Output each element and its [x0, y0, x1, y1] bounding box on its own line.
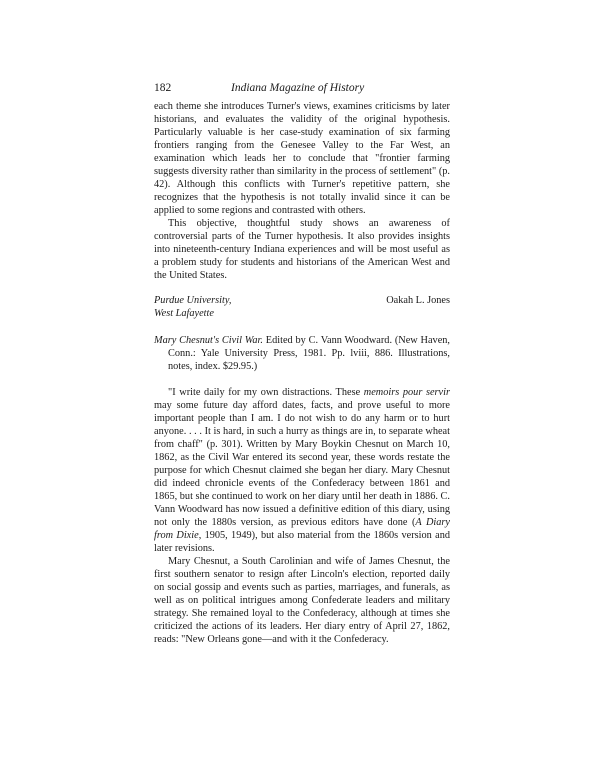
review-two-paragraph-2: Mary Chesnut, a South Carolinian and wife of James Chesnut, the first southern senator to resign after Lincoln's election, reported daily on social gossip and events such as parties, marriages, and funerals, as well as on political intrigues among Confederate leaders and military strategy. She remained loyal to the Confederacy, although at times she criticized the actions of its leaders. Her diary entry of April 27, 1862, reads: "New Orleans gone—and with it the Confederacy.	[154, 556, 450, 645]
review-one-paragraph-1: each theme she introduces Turner's views, examines criticisms by later historians, and evaluates the validity of the original hypothesis. Particularly valuable is her case-study examination of six farming frontiers ranging from the Genesee Valley to the Far West, an examination which leads her to conclude that "frontier farming suggests diversity rather than similarity in the process of settlement" (p. 42). Although this conflicts with Turner's repetitive pattern, she recognizes that the hypothesis is not totally invalid since it can be applied to some regions and contrasted with others.	[154, 101, 450, 216]
review-two-body	[154, 386, 450, 646]
quote-text-a: "I write daily for my own distractions. These	[168, 387, 364, 398]
review-one-signoff	[154, 294, 450, 320]
citation-title: Mary Chesnut's Civil War.	[154, 335, 263, 346]
reviewer-affiliation-line-1: Purdue University,	[154, 295, 232, 306]
review-one-body	[154, 100, 450, 282]
reviewer-affiliation-line-2: West Lafayette	[154, 308, 214, 319]
book-citation	[154, 334, 450, 373]
quote-text-c: , 1905, 1949), but also material from the 1860s version and later revisions.	[154, 530, 450, 554]
running-head	[154, 80, 450, 96]
journal-title: Indiana Magazine of History	[231, 82, 365, 94]
diary-from-dixie-title: A Diary from Dixie	[154, 517, 451, 541]
review-two-paragraph-1	[154, 386, 450, 555]
citation-details: Edited by C. Vann Woodward. (New Haven, Conn.: Yale University Press, 1981. Pp. lviii, 886. Illustrations, notes, index. $29.95.)	[168, 335, 450, 372]
review-one-paragraph-2: This objective, thoughtful study shows an awareness of controversial parts of the Turner hypothesis. It also provides insights into nineteenth-century Indiana experiences and will be most useful as a problem study for students and historians of the American West and the United States.	[154, 218, 450, 281]
quote-text-b: may some future day afford dates, facts, and prove useful to more important people than I am. I do not wish to do any harm or to hurt anyone. . . . It is hard, in such a hurry as things are in, to separate wheat from chaff" (p. 301). Written by Mary Boykin Chesnut on March 10, 1862, as the Civil War entered its second year, these words restate the purpose for which Chesnut claimed she began her diary. Mary Chesnut did indeed chronicle events of the Confederacy between 1861 and 1865, but she continued to work on her diary until her death in 1886. C. Vann Woodward has now issued a definitive edition of this diary, using not only the 1880s version, as previous editors have done (	[154, 400, 450, 528]
reviewer-name: Oakah L. Jones	[386, 295, 450, 306]
page-number: 182	[154, 82, 172, 94]
quote-italic-phrase: memoirs pour servir	[363, 387, 450, 398]
